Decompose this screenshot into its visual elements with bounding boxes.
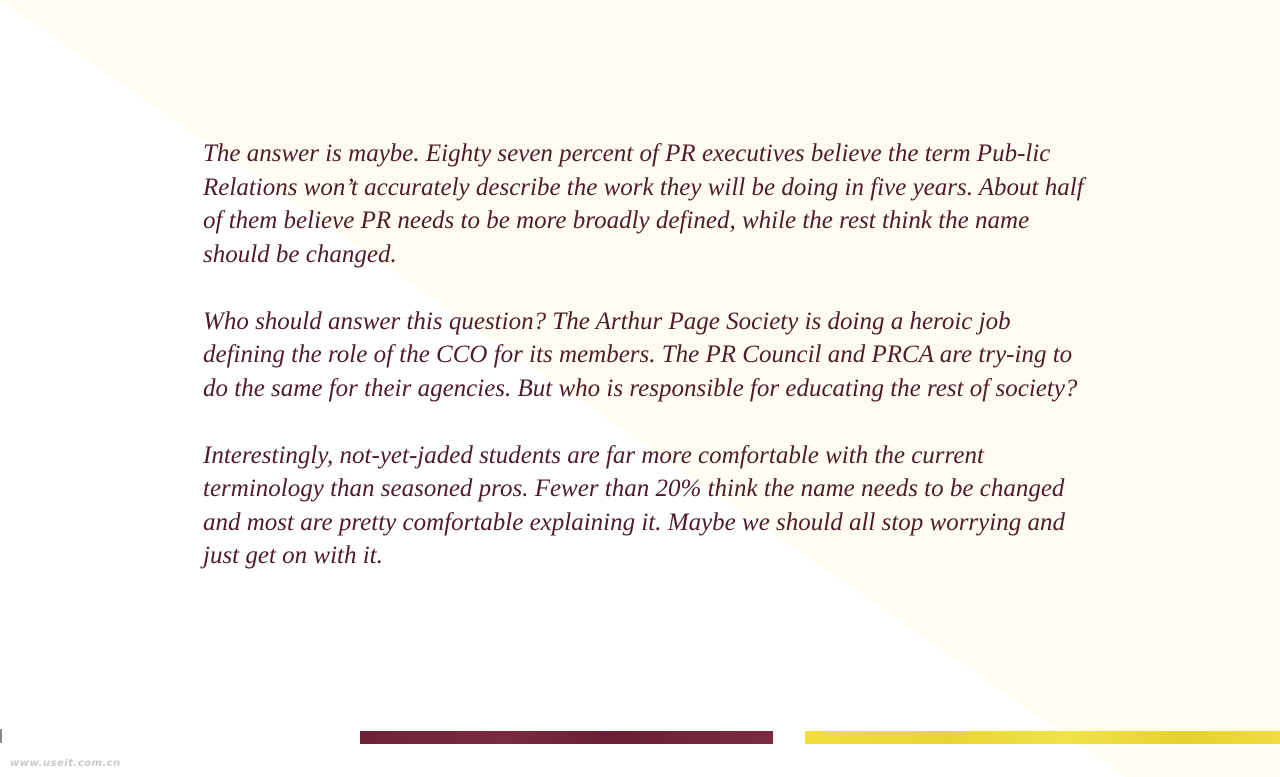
paragraph-3: Interestingly, not-yet-jaded students are far more comfortable with the current terminology than seasoned pros. Fewer than 20% think the name needs to be changed and most are pretty comfortable explaining it. Maybe we should all stop worrying and just get on with it. — [203, 441, 1065, 569]
gold-footer-bar — [805, 731, 1280, 744]
left-edge-marker — [0, 729, 2, 743]
watermark: www.useit.com.cn — [10, 758, 121, 769]
paragraph-2: Who should answer this question? The Arthur Page Society is doing a heroic job defining the role of the CCO for its members. The PR Council and PRCA are try-ing to do the same for their agencies. But who is responsible for educating the rest of society? — [203, 307, 1078, 402]
paragraph-1: The answer is maybe. Eighty seven percent of PR executives believe the term Pub-lic Relations won’t accurately describe the work they will be doing in five years. About half of them believe PR needs to be more broadly defined, while the rest think the name should be changed. — [203, 140, 1084, 268]
body-text — [203, 137, 1093, 606]
maroon-footer-bar — [360, 731, 773, 744]
